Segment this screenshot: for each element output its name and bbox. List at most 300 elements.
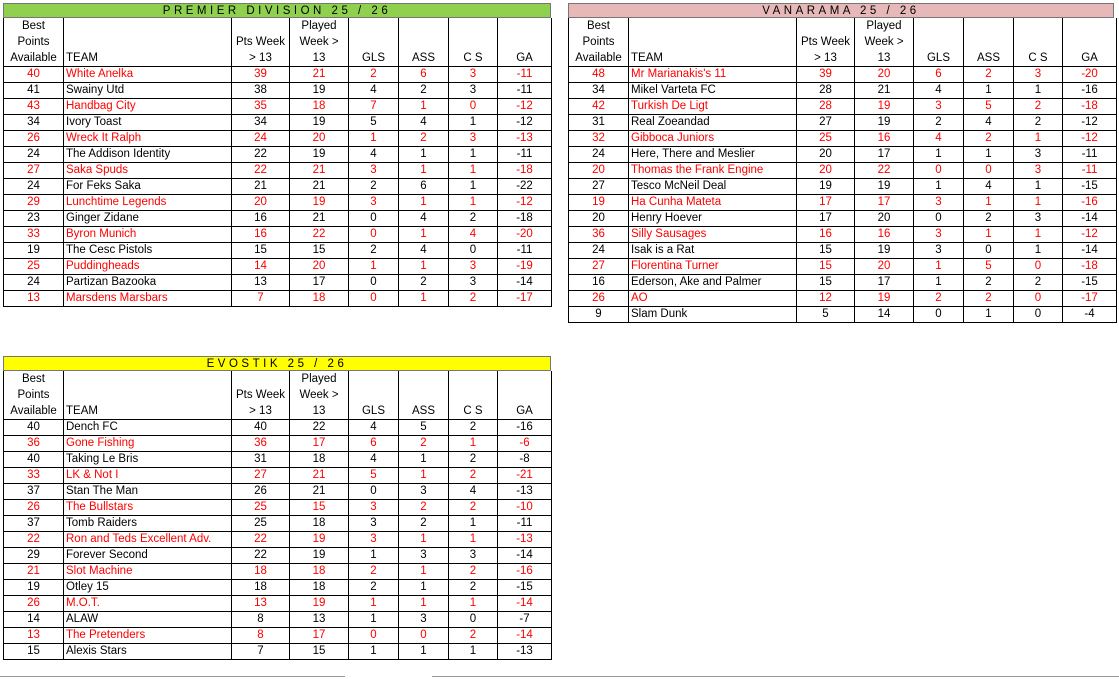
table-row: [4, 564, 552, 580]
pts-week-cell: 12: [797, 291, 855, 307]
played-cell: 19: [290, 115, 349, 131]
team-name-cell: The Bullstars: [64, 500, 232, 516]
assists-cell: 1: [399, 564, 449, 580]
goals-cell: 6: [914, 67, 964, 83]
goals-cell: 0: [914, 307, 964, 323]
goals-cell: 2: [349, 580, 399, 596]
best-points-cell: 34: [569, 83, 629, 99]
goals-against-cell: -11: [1063, 147, 1117, 163]
best-points-cell: 32: [569, 131, 629, 147]
pts-week-cell: 36: [232, 436, 290, 452]
goals-against-cell: -12: [498, 99, 552, 115]
header-played-2: Week >: [855, 34, 914, 50]
goals-cell: 5: [349, 115, 399, 131]
best-points-cell: 48: [569, 67, 629, 83]
played-cell: 17: [855, 195, 914, 211]
goals-against-cell: -18: [1063, 99, 1117, 115]
pts-week-cell: 39: [797, 67, 855, 83]
assists-cell: 1: [399, 452, 449, 468]
clean-sheets-cell: 3: [449, 67, 498, 83]
played-cell: 19: [855, 179, 914, 195]
table-row: [569, 243, 1117, 259]
team-name-cell: Thomas the Frank Engine: [629, 163, 797, 179]
goals-cell: 1: [914, 147, 964, 163]
pts-week-cell: 25: [232, 500, 290, 516]
pts-week-cell: 38: [232, 83, 290, 99]
team-name-cell: Partizan Bazooka: [64, 275, 232, 291]
assists-cell: 2: [399, 275, 449, 291]
assists-cell: 2: [399, 436, 449, 452]
best-points-cell: 16: [569, 275, 629, 291]
assists-cell: 3: [399, 484, 449, 500]
team-name-cell: Slam Dunk: [629, 307, 797, 323]
played-cell: 15: [290, 500, 349, 516]
best-points-cell: 19: [569, 195, 629, 211]
header-best-3: Available: [4, 50, 64, 67]
pts-week-cell: 15: [797, 275, 855, 291]
team-name-cell: Handbag City: [64, 99, 232, 115]
best-points-cell: 40: [4, 452, 64, 468]
team-name-cell: Otley 15: [64, 580, 232, 596]
table-row: [4, 612, 552, 628]
header-best-3: Available: [569, 50, 629, 67]
assists-cell: 5: [399, 420, 449, 436]
goals-cell: 1: [349, 548, 399, 564]
goals-cell: 3: [349, 195, 399, 211]
pts-week-cell: 39: [232, 67, 290, 83]
header-pts-2: Pts Week: [232, 387, 290, 403]
goals-cell: 4: [914, 83, 964, 99]
pts-week-cell: 17: [797, 195, 855, 211]
goals-against-cell: -13: [498, 644, 552, 660]
goals-against-cell: -18: [1063, 259, 1117, 275]
played-cell: 18: [290, 564, 349, 580]
table-row: [4, 275, 552, 291]
goals-cell: 3: [349, 516, 399, 532]
pts-week-cell: 18: [232, 564, 290, 580]
team-name-cell: The Cesc Pistols: [64, 243, 232, 259]
best-points-cell: 41: [4, 83, 64, 99]
played-cell: 19: [290, 83, 349, 99]
best-points-cell: 43: [4, 99, 64, 115]
header-pts-1: [232, 18, 290, 34]
played-cell: 21: [290, 179, 349, 195]
goals-cell: 3: [914, 243, 964, 259]
goals-against-cell: -11: [1063, 163, 1117, 179]
team-name-cell: The Addison Identity: [64, 147, 232, 163]
best-points-cell: 20: [569, 163, 629, 179]
header-ga: GA: [1063, 50, 1117, 67]
team-name-cell: The Pretenders: [64, 628, 232, 644]
played-cell: 22: [290, 227, 349, 243]
evostik-table: [3, 356, 551, 660]
clean-sheets-cell: 2: [1014, 99, 1063, 115]
table-row: [4, 147, 552, 163]
clean-sheets-cell: 1: [449, 532, 498, 548]
pts-week-cell: 20: [232, 195, 290, 211]
played-cell: 20: [855, 211, 914, 227]
header-cs: C S: [1014, 50, 1063, 67]
goals-cell: 1: [349, 644, 399, 660]
goals-cell: 2: [349, 243, 399, 259]
goals-cell: 4: [914, 131, 964, 147]
header-best-1: Best: [569, 18, 629, 34]
best-points-cell: 37: [4, 484, 64, 500]
best-points-cell: 9: [569, 307, 629, 323]
table-row: [4, 580, 552, 596]
played-cell: 18: [290, 516, 349, 532]
goals-against-cell: -16: [498, 564, 552, 580]
header-played-2: Week >: [290, 387, 349, 403]
table-row: [569, 83, 1117, 99]
clean-sheets-cell: 0: [1014, 291, 1063, 307]
goals-cell: 3: [349, 163, 399, 179]
team-name-cell: Gibboca Juniors: [629, 131, 797, 147]
header-played-3: 13: [290, 50, 349, 67]
assists-cell: 2: [964, 131, 1014, 147]
assists-cell: 1: [399, 580, 449, 596]
best-points-cell: 33: [4, 468, 64, 484]
clean-sheets-cell: 0: [449, 99, 498, 115]
played-cell: 19: [290, 195, 349, 211]
team-name-cell: AO: [629, 291, 797, 307]
assists-cell: 2: [399, 131, 449, 147]
evostik-title: EVOSTIK 25 / 26: [3, 356, 551, 371]
best-points-cell: 24: [4, 179, 64, 195]
table-row: [4, 628, 552, 644]
goals-cell: 0: [914, 211, 964, 227]
assists-cell: 6: [399, 67, 449, 83]
clean-sheets-cell: 2: [449, 211, 498, 227]
played-cell: 21: [290, 67, 349, 83]
header-pts-1: [797, 18, 855, 34]
pts-week-cell: 5: [797, 307, 855, 323]
team-name-cell: Dench FC: [64, 420, 232, 436]
header-gls: GLS: [349, 50, 399, 67]
clean-sheets-cell: 2: [449, 468, 498, 484]
played-cell: 21: [290, 484, 349, 500]
clean-sheets-cell: 2: [449, 452, 498, 468]
pts-week-cell: 16: [232, 211, 290, 227]
table-row: [4, 99, 552, 115]
team-name-cell: Slot Machine: [64, 564, 232, 580]
played-cell: 18: [290, 580, 349, 596]
pts-week-cell: 40: [232, 420, 290, 436]
best-points-cell: 29: [4, 548, 64, 564]
played-cell: 19: [290, 596, 349, 612]
clean-sheets-cell: 1: [1014, 243, 1063, 259]
goals-against-cell: -17: [498, 291, 552, 307]
played-cell: 20: [290, 259, 349, 275]
assists-cell: 1: [399, 227, 449, 243]
header-played-1: Played: [855, 18, 914, 34]
played-cell: 18: [290, 291, 349, 307]
table-row: [4, 420, 552, 436]
played-cell: 19: [855, 115, 914, 131]
table-row: [4, 436, 552, 452]
table-row: [4, 227, 552, 243]
played-cell: 21: [290, 211, 349, 227]
assists-cell: 1: [964, 147, 1014, 163]
table-row: [4, 468, 552, 484]
assists-cell: 4: [964, 179, 1014, 195]
team-name-cell: Florentina Turner: [629, 259, 797, 275]
table-row: [4, 179, 552, 195]
goals-cell: 1: [914, 259, 964, 275]
clean-sheets-cell: 3: [449, 259, 498, 275]
goals-against-cell: -13: [498, 484, 552, 500]
assists-cell: 1: [964, 195, 1014, 211]
team-name-cell: Stan The Man: [64, 484, 232, 500]
team-name-cell: Silly Sausages: [629, 227, 797, 243]
table-row: [4, 131, 552, 147]
goals-cell: 0: [349, 211, 399, 227]
assists-cell: 4: [399, 243, 449, 259]
goals-against-cell: -20: [498, 227, 552, 243]
pts-week-cell: 13: [232, 275, 290, 291]
goals-against-cell: -14: [1063, 243, 1117, 259]
clean-sheets-cell: 2: [449, 420, 498, 436]
clean-sheets-cell: 1: [449, 163, 498, 179]
header-played-1: Played: [290, 371, 349, 387]
header-team-blank: [64, 18, 232, 34]
assists-cell: 1: [964, 227, 1014, 243]
pts-week-cell: 20: [797, 163, 855, 179]
played-cell: 19: [290, 532, 349, 548]
team-name-cell: Byron Munich: [64, 227, 232, 243]
goals-against-cell: -12: [1063, 131, 1117, 147]
table-row: [4, 163, 552, 179]
table-row: [569, 259, 1117, 275]
table-row: [569, 211, 1117, 227]
clean-sheets-cell: 1: [449, 596, 498, 612]
team-name-cell: Here, There and Meslier: [629, 147, 797, 163]
goals-cell: 4: [349, 147, 399, 163]
assists-cell: 3: [399, 612, 449, 628]
best-points-cell: 42: [569, 99, 629, 115]
best-points-cell: 13: [4, 628, 64, 644]
assists-cell: 1: [399, 644, 449, 660]
goals-against-cell: -4: [1063, 307, 1117, 323]
clean-sheets-cell: 2: [1014, 275, 1063, 291]
header-played-2: Week >: [290, 34, 349, 50]
goals-cell: 7: [349, 99, 399, 115]
goals-against-cell: -12: [1063, 227, 1117, 243]
clean-sheets-cell: 1: [449, 436, 498, 452]
clean-sheets-cell: 2: [449, 500, 498, 516]
team-name-cell: Isak is a Rat: [629, 243, 797, 259]
pts-week-cell: 31: [232, 452, 290, 468]
played-cell: 17: [290, 628, 349, 644]
team-name-cell: Lunchtime Legends: [64, 195, 232, 211]
team-name-cell: Henry Hoever: [629, 211, 797, 227]
header-pts-3: > 13: [232, 403, 290, 420]
header-pts-2: Pts Week: [232, 34, 290, 50]
team-name-cell: Forever Second: [64, 548, 232, 564]
evostik-standings: [3, 371, 552, 660]
played-cell: 14: [855, 307, 914, 323]
pts-week-cell: 7: [232, 291, 290, 307]
goals-cell: 1: [349, 596, 399, 612]
best-points-cell: 27: [569, 259, 629, 275]
clean-sheets-cell: 1: [1014, 179, 1063, 195]
clean-sheets-cell: 0: [449, 243, 498, 259]
divider-line: [0, 676, 345, 677]
pts-week-cell: 16: [232, 227, 290, 243]
pts-week-cell: 25: [797, 131, 855, 147]
table-row: [4, 211, 552, 227]
pts-week-cell: 15: [797, 243, 855, 259]
best-points-cell: 40: [4, 67, 64, 83]
goals-against-cell: -14: [498, 628, 552, 644]
goals-cell: 3: [914, 195, 964, 211]
best-points-cell: 33: [4, 227, 64, 243]
best-points-cell: 40: [4, 420, 64, 436]
table-row: [569, 115, 1117, 131]
goals-cell: 3: [914, 99, 964, 115]
best-points-cell: 29: [4, 195, 64, 211]
played-cell: 18: [290, 99, 349, 115]
clean-sheets-cell: 3: [1014, 211, 1063, 227]
table-row: [4, 548, 552, 564]
played-cell: 15: [290, 243, 349, 259]
team-name-cell: Gone Fishing: [64, 436, 232, 452]
header-pts-3: > 13: [232, 50, 290, 67]
premier-standings: [3, 18, 552, 307]
best-points-cell: 36: [569, 227, 629, 243]
clean-sheets-cell: 3: [449, 275, 498, 291]
table-row: [569, 291, 1117, 307]
goals-against-cell: -13: [498, 131, 552, 147]
best-points-cell: 37: [4, 516, 64, 532]
pts-week-cell: 16: [797, 227, 855, 243]
table-row: [569, 179, 1117, 195]
assists-cell: 2: [964, 211, 1014, 227]
assists-cell: 0: [964, 243, 1014, 259]
goals-cell: 4: [349, 83, 399, 99]
table-row: [4, 115, 552, 131]
assists-cell: 2: [964, 275, 1014, 291]
table-row: [4, 596, 552, 612]
header-team: TEAM: [629, 50, 797, 67]
played-cell: 19: [290, 147, 349, 163]
goals-cell: 0: [349, 291, 399, 307]
vanarama-title: VANARAMA 25 / 26: [568, 3, 1114, 18]
clean-sheets-cell: 1: [449, 644, 498, 660]
played-cell: 16: [855, 131, 914, 147]
assists-cell: 1: [399, 596, 449, 612]
best-points-cell: 24: [4, 147, 64, 163]
table-row: [569, 275, 1117, 291]
goals-cell: 2: [914, 291, 964, 307]
clean-sheets-cell: 1: [449, 147, 498, 163]
goals-against-cell: -19: [498, 259, 552, 275]
played-cell: 19: [855, 291, 914, 307]
assists-cell: 1: [964, 83, 1014, 99]
team-name-cell: White Anelka: [64, 67, 232, 83]
played-cell: 17: [290, 275, 349, 291]
played-cell: 22: [855, 163, 914, 179]
goals-against-cell: -14: [498, 275, 552, 291]
table-row: [4, 291, 552, 307]
goals-against-cell: -17: [1063, 291, 1117, 307]
pts-week-cell: 24: [232, 131, 290, 147]
assists-cell: 4: [964, 115, 1014, 131]
team-name-cell: Marsdens Marsbars: [64, 291, 232, 307]
best-points-cell: 36: [4, 436, 64, 452]
assists-cell: 5: [964, 99, 1014, 115]
goals-against-cell: -7: [498, 612, 552, 628]
header-ga: GA: [498, 403, 552, 420]
goals-against-cell: -8: [498, 452, 552, 468]
best-points-cell: 14: [4, 612, 64, 628]
goals-cell: 1: [349, 259, 399, 275]
table-row: [4, 500, 552, 516]
assists-cell: 0: [399, 628, 449, 644]
goals-against-cell: -20: [1063, 67, 1117, 83]
goals-cell: 0: [349, 227, 399, 243]
goals-against-cell: -6: [498, 436, 552, 452]
premier-division-table: [3, 3, 551, 307]
table-row: [4, 484, 552, 500]
goals-against-cell: -10: [498, 500, 552, 516]
goals-cell: 1: [914, 179, 964, 195]
header-best-2: Points: [4, 387, 64, 403]
header-ga: GA: [498, 50, 552, 67]
goals-against-cell: -11: [498, 147, 552, 163]
team-name-cell: Swainy Utd: [64, 83, 232, 99]
goals-cell: 0: [349, 275, 399, 291]
team-name-cell: Taking Le Bris: [64, 452, 232, 468]
goals-against-cell: -14: [1063, 211, 1117, 227]
assists-cell: 4: [399, 115, 449, 131]
goals-against-cell: -16: [1063, 195, 1117, 211]
pts-week-cell: 13: [232, 596, 290, 612]
goals-cell: 0: [914, 163, 964, 179]
header-played-3: 13: [855, 50, 914, 67]
best-points-cell: 20: [569, 211, 629, 227]
played-cell: 17: [855, 147, 914, 163]
clean-sheets-cell: 2: [449, 291, 498, 307]
played-cell: 19: [855, 99, 914, 115]
goals-cell: 2: [349, 179, 399, 195]
pts-week-cell: 27: [797, 115, 855, 131]
clean-sheets-cell: 1: [1014, 131, 1063, 147]
played-cell: 22: [290, 420, 349, 436]
pts-week-cell: 14: [232, 259, 290, 275]
header-pts-3: > 13: [797, 50, 855, 67]
played-cell: 18: [290, 452, 349, 468]
team-name-cell: Ginger Zidane: [64, 211, 232, 227]
pts-week-cell: 22: [232, 163, 290, 179]
best-points-cell: 26: [4, 500, 64, 516]
clean-sheets-cell: 0: [449, 612, 498, 628]
best-points-cell: 25: [4, 259, 64, 275]
assists-cell: 2: [399, 516, 449, 532]
pts-week-cell: 19: [797, 179, 855, 195]
goals-cell: 5: [349, 468, 399, 484]
table-row: [569, 131, 1117, 147]
header-ass: ASS: [399, 403, 449, 420]
header-cs: C S: [449, 50, 498, 67]
header-best-1: Best: [4, 371, 64, 387]
header-best-2: Points: [4, 34, 64, 50]
goals-against-cell: -13: [498, 532, 552, 548]
clean-sheets-cell: 1: [449, 115, 498, 131]
clean-sheets-cell: 3: [1014, 147, 1063, 163]
assists-cell: 2: [399, 83, 449, 99]
team-name-cell: Mikel Varteta FC: [629, 83, 797, 99]
